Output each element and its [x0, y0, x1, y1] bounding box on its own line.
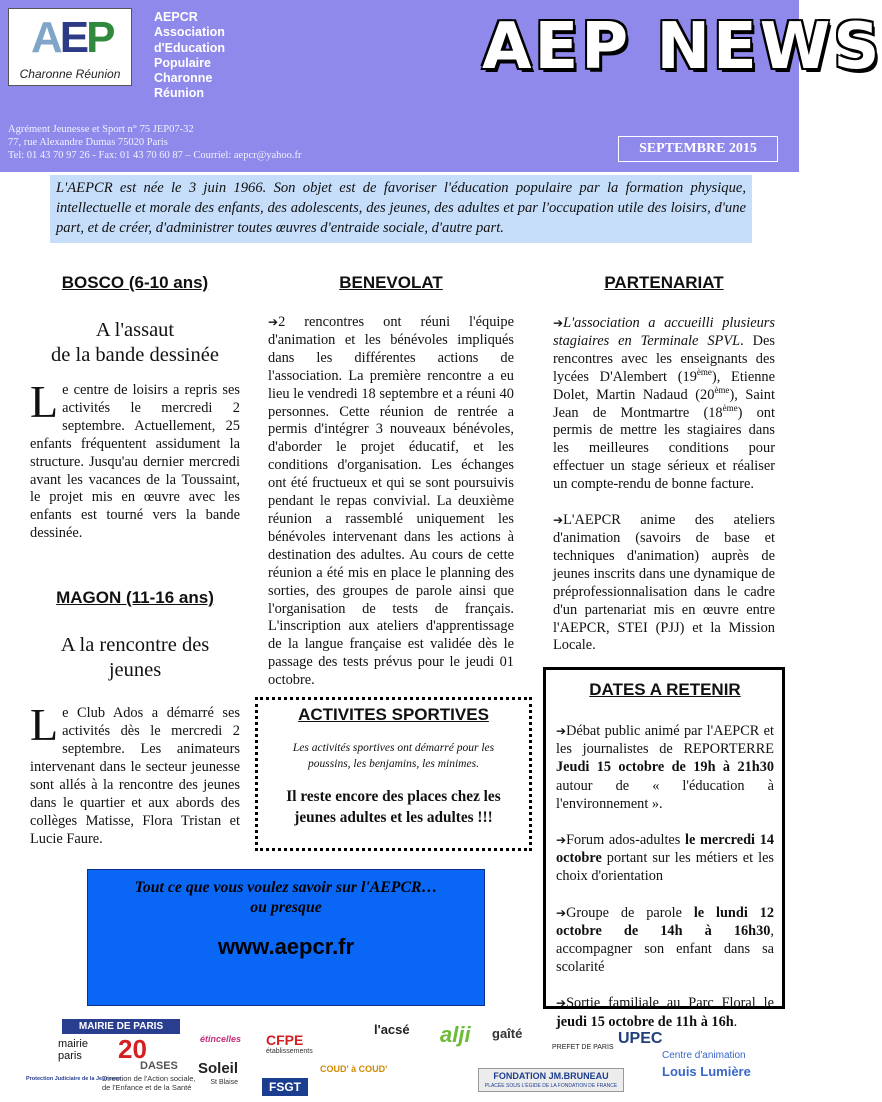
benevolat-title: BENEVOLAT [339, 273, 443, 292]
contact-address: Agrément Jeunesse et Sport n° 75 JEP07-32 77, rue Alexandre Dumas 75020 Paris Tel: 01 43 70 97 26 - Fax: 01 43 70 60 87 – Courriel: aepcr@yahoo.fr [8, 124, 302, 161]
logo-letters: AEP [31, 13, 113, 62]
benevolat-body: ➔2 rencontres ont réuni l'équipe d'animation et les bénévoles impliqués dans les différentes actions de l'association. La première rencontre a eu lieu le vendredi 18 septembre et a réuni 40 personnes. Cette réunion de rentrée a permis d'intégrer 3 nouveaux bénévoles, d'aborder le projet éducatif, et les conditions d'organisation. Les échanges ont été fructueux et qui se sont poursuivis pendant le repas convivial. La deuxième réunion a rassemblé uniquement les bénévoles intervenant dans les actions à destination des adultes. Au cours de cette réunion a été mis en place le planning des sorties, des groupes de parole ainsi que l'organisation de tests de français. L'inscription aux ateliers d'apprentissage de la langue française est validée dès le passage des tests prévus pour le jeudi 01 octobre. [268, 314, 514, 689]
date-item: ➔Débat public animé par l'AEPCR et les journalistes de REPORTERRE Jeudi 15 octobre de 19h à 21h30 autour de « l'éducation à l'environnement ». [556, 723, 774, 812]
dases-logo[interactable]: DASES [140, 1060, 178, 1072]
aepcr-logo[interactable] [8, 8, 132, 86]
left-column [30, 270, 240, 848]
date-item: ➔Forum ados-adultes le mercredi 14 octobre portant sur les métiers et les choix d'orientation [556, 832, 774, 885]
sports-box [255, 697, 532, 851]
arrow-icon: ➔ [553, 316, 564, 330]
arrow-icon: ➔ [553, 513, 564, 528]
right-column [553, 270, 775, 655]
mairie20-number: 20 [118, 1034, 147, 1064]
dropcap: L [30, 699, 59, 751]
arrow-icon: ➔ [556, 996, 567, 1011]
cfpe-logo[interactable]: CFPE établissements [266, 1032, 313, 1055]
bosco-subtitle: A l'assaut de la bande dessinée [51, 319, 219, 366]
edition-date: SEPTEMBRE 2015 [618, 136, 778, 162]
sports-places: Il reste encore des places chez les jeunes adultes et les adultes !!! [286, 788, 501, 826]
date-item: ➔Groupe de parole le lundi 12 octobre de 14h à 16h30, accompagner son enfant dans sa scolarité [556, 904, 774, 976]
date-item: ➔Sortie familiale au Parc Floral le jeudi 15 octobre de 11h à 16h. [556, 995, 774, 1030]
pjj-logo[interactable]: Protection Judiciaire de la Jeunesse [26, 1076, 122, 1082]
fondation-bruneau-logo[interactable]: FONDATION JM.BRUNEAU PLACÉE SOUS L'ÉGIDE DE LA FONDATION DE FRANCE [478, 1068, 624, 1092]
sports-title: ACTIVITES SPORTIVES [298, 705, 489, 724]
arrow-icon: ➔ [268, 315, 279, 329]
header-banner [0, 0, 882, 172]
magon-body: Le Club Ados a démarré ses activités dès le mercredi 2 septembre. Les animateurs intervenant dans le secteur jeunesse sont allés à la rencontre des jeunes dans le quartier et aux abords des collèges Matisse, Flora Tristan et Lucie Faure. [30, 699, 240, 847]
dropcap: L [30, 376, 59, 427]
coud-a-coud-logo[interactable]: COUD' à COUD' [320, 1064, 388, 1074]
etincelles-logo[interactable]: étincelles [200, 1034, 242, 1044]
magon-subtitle: A la rencontre des jeunes [60, 634, 210, 682]
partenariat-stagiaires: ➔L'association a accueilli plusieurs stagiaires en Terminale SPVL. Des rencontres avec les enseignants des lycées D'Alembert (19ème), Etienne Dolet, Martin Nadaud (20ème), Saint Jean de Montmartre (18ème) ont permis de mettre les stagiaires dans les meilleures conditions pour effectuer un stage sérieux et réaliser un compte-rendu de bonne facture. [553, 315, 775, 493]
bosco-title: BOSCO (6-10 ans) [61, 273, 209, 292]
acse-logo[interactable]: l'acsé [374, 1022, 410, 1037]
sports-info: Les activités sportives ont démarré pour les poussins, les benjamins, les minimes. [292, 742, 495, 770]
partner-logos [22, 1016, 778, 1098]
dates-title: DATES A RETENIR [589, 680, 741, 699]
dates-box [543, 667, 785, 1030]
association-name: AEPCR Association d'Education Populaire Charonne Réunion [154, 10, 226, 101]
alji-logo[interactable]: alji [440, 1022, 471, 1047]
arrow-icon: ➔ [556, 833, 567, 848]
centre-animation-logo[interactable]: Centre d'animation Louis Lumière [662, 1050, 751, 1079]
fsgt-logo[interactable]: FSGT [262, 1078, 308, 1096]
mairie20-logo[interactable]: mairie paris [58, 1038, 88, 1062]
gaite-logo[interactable]: gaîté [492, 1026, 523, 1041]
prefet-logo[interactable]: PREFET DE PARIS [552, 1044, 614, 1051]
dases-caption: Direction de l'Action sociale, de l'Enfance et de la Santé [102, 1074, 196, 1092]
arrow-icon: ➔ [556, 905, 567, 920]
intro-statement: L'AEPCR est née le 3 juin 1966. Son objet est de favoriser l'éducation populaire par la formation physique, intellectuelle et morale des enfants, des adolescents, des jeunes, des adultes et par l'occupation utile des loisirs, d'une part, et de créer, d'administrer toutes œuvres d'entraide sociale, d'autre part. [50, 175, 752, 243]
masthead-title: AEP NEWS [482, 10, 882, 84]
bosco-body: Le centre de loisirs a repris ses activités le mercredi 2 septembre. Actuellement, 25 enfants fréquentent assidument la structure. Jusqu'au dernier mercredi avant les vacances de la Toussaint, le projet mis en œuvre avec les enfants est tourné vers la bande dessinée. [30, 376, 240, 542]
magon-title: MAGON (11-16 ans) [56, 588, 214, 608]
upec-logo[interactable]: UPEC [618, 1030, 663, 1047]
website-link[interactable]: www.aepcr.fr [217, 934, 355, 959]
soleil-logo[interactable]: Soleil St Blaise [198, 1060, 239, 1086]
arrow-icon: ➔ [556, 724, 567, 738]
website-box [87, 869, 485, 1006]
partenariat-title: PARTENARIAT [604, 273, 724, 292]
website-tagline-2: ou presque [250, 899, 322, 916]
partenariat-ateliers: ➔L'AEPCR anime des ateliers d'animation (savoirs de base et techniques d'animation) auprès de jeunes inscrits dans une dynamique de préprofessionnalisation dans le cadre d'un partenariat mis en œuvre entre l'AEPCR, STEI (PJJ) et la Mission Locale. [553, 512, 775, 654]
logo-caption: Charonne Réunion [19, 67, 121, 81]
middle-column [268, 270, 514, 690]
mairie-de-paris-logo[interactable]: MAIRIE DE PARIS [62, 1019, 180, 1034]
website-tagline: Tout ce que vous voulez savoir sur l'AEPCR… [134, 879, 438, 896]
